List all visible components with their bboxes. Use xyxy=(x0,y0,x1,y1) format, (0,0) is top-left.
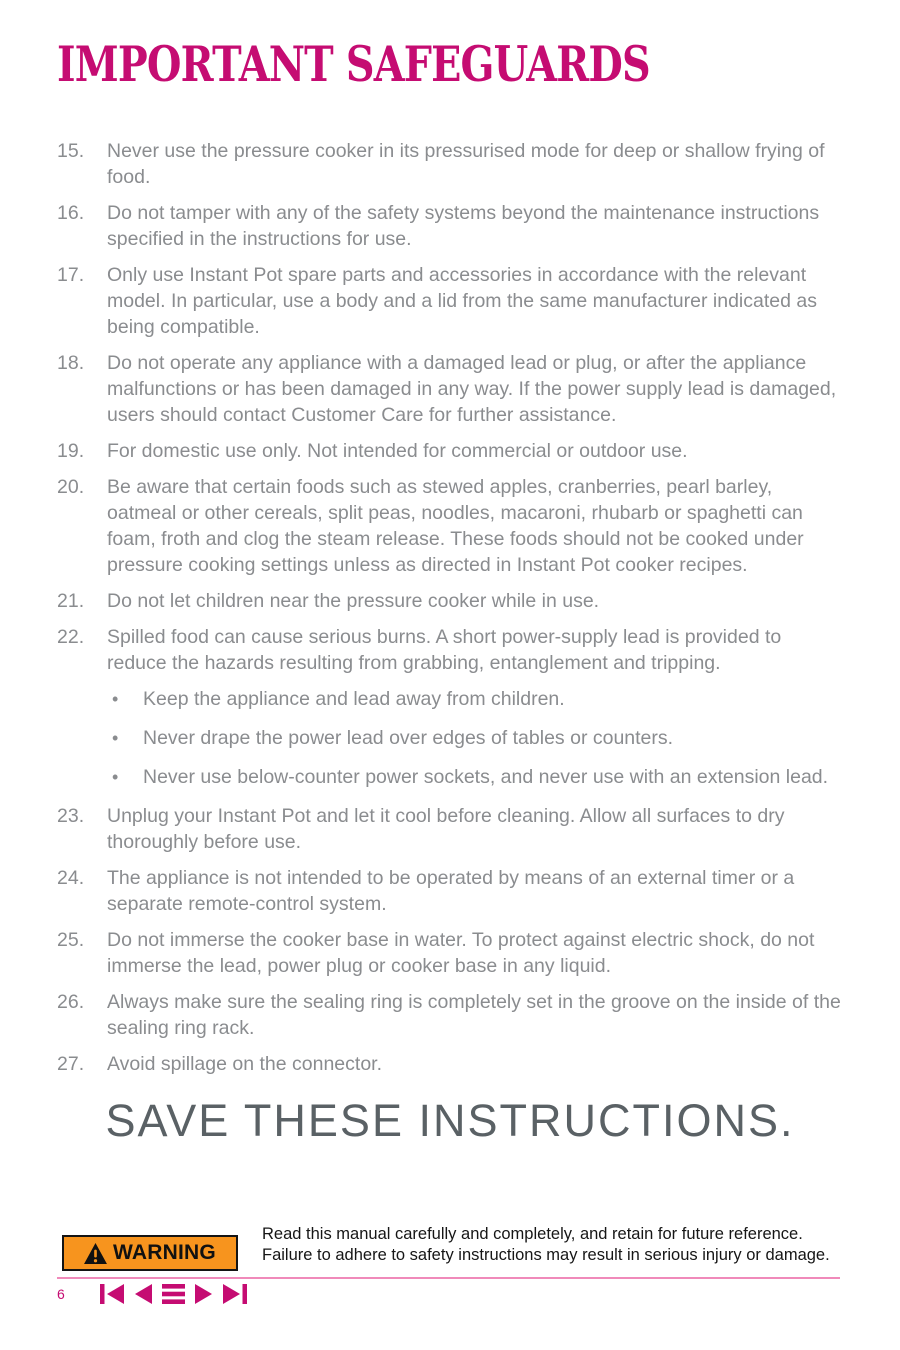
item-number: 27. xyxy=(57,1053,85,1075)
safeguard-item-23 xyxy=(57,803,843,855)
item-number: 26. xyxy=(57,991,85,1013)
bullet-text: Never drape the power lead over edges of tables or counters. xyxy=(143,727,674,749)
warning-badge xyxy=(62,1235,238,1271)
item-text: Be aware that certain foods such as stewed apples, cranberries, pearl barley, oatmeal or other cereals, split peas, noodles, macaroni, rhubarb or spaghetti can foam, froth and clog the steam release. These foods should not be cooked under pressure cooking settings unless as directed in Instant Pot cooker recipes. xyxy=(107,476,804,576)
item-number: 20. xyxy=(57,476,85,498)
safeguard-item-22 xyxy=(57,624,843,676)
warning-note xyxy=(262,1224,852,1266)
bullet-text: Never use below-counter power sockets, and never use with an extension lead. xyxy=(143,766,829,788)
safeguard-item-20 xyxy=(57,474,843,578)
first-page-icon[interactable] xyxy=(100,1284,124,1304)
item-text: The appliance is not intended to be operated by means of an external timer or a separate remote-control system. xyxy=(107,867,795,915)
safeguards-list xyxy=(57,138,843,1077)
page-content xyxy=(57,0,843,1147)
safeguard-item-21 xyxy=(57,588,843,614)
safeguard-item-25 xyxy=(57,927,843,979)
warning-note-line-2: Failure to adhere to safety instructions may result in serious injury or damage. xyxy=(262,1246,830,1264)
item-text: Only use Instant Pot spare parts and accessories in accordance with the relevant model. In particular, use a body and a lid from the same manufacturer indicated as being compatible. xyxy=(107,264,817,338)
warning-triangle-icon xyxy=(84,1243,107,1264)
safeguard-bullet-3 xyxy=(112,764,843,790)
item-text: Do not tamper with any of the safety systems beyond the maintenance instructions specified in the instructions for use. xyxy=(107,202,820,250)
safeguard-bullet-1 xyxy=(112,686,843,712)
item-number: 16. xyxy=(57,202,85,224)
pager-controls xyxy=(100,1284,247,1304)
page-title: IMPORTANT SAFEGUARDS xyxy=(57,35,650,93)
item-text: Unplug your Instant Pot and let it cool before cleaning. Allow all surfaces to dry thoroughly before use. xyxy=(107,805,785,853)
bullet-text: Keep the appliance and lead away from children. xyxy=(143,688,565,710)
footer-divider xyxy=(57,1277,840,1279)
item-text: For domestic use only. Not intended for commercial or outdoor use. xyxy=(107,440,688,462)
safeguard-item-17 xyxy=(57,262,843,340)
item-number: 22. xyxy=(57,626,85,648)
item-text: Never use the pressure cooker in its pressurised mode for deep or shallow frying of food. xyxy=(107,140,825,188)
item-text: Spilled food can cause serious burns. A short power-supply lead is provided to reduce the hazards resulting from grabbing, entanglement and tripping. xyxy=(107,626,782,674)
warning-label: WARNING xyxy=(113,1241,216,1264)
safeguard-item-24 xyxy=(57,865,843,917)
item-text: Avoid spillage on the connector. xyxy=(107,1053,382,1075)
item-number: 17. xyxy=(57,264,85,286)
safeguard-item-15 xyxy=(57,138,843,190)
safeguard-item-19 xyxy=(57,438,843,464)
safeguard-item-18 xyxy=(57,350,843,428)
footer-navigation xyxy=(57,1284,247,1304)
previous-page-icon[interactable] xyxy=(134,1284,152,1304)
item-number: 15. xyxy=(57,140,85,162)
item-text: Do not operate any appliance with a damaged lead or plug, or after the appliance malfunctions or has been damaged in any way. If the power supply lead is damaged, users should contact Customer Care for further assistance. xyxy=(107,352,837,426)
next-page-icon[interactable] xyxy=(195,1284,213,1304)
item-number: 19. xyxy=(57,440,85,462)
safeguard-item-26 xyxy=(57,989,843,1041)
item-text: Always make sure the sealing ring is completely set in the groove on the inside of the sealing ring rack. xyxy=(107,991,841,1039)
item-number: 23. xyxy=(57,805,85,827)
item-text: Do not let children near the pressure cooker while in use. xyxy=(107,590,600,612)
bullet-icon: • xyxy=(112,689,119,709)
menu-icon[interactable] xyxy=(162,1284,185,1304)
item-number: 25. xyxy=(57,929,85,951)
safeguard-item-27 xyxy=(57,1051,843,1077)
last-page-icon[interactable] xyxy=(223,1284,247,1304)
save-instructions-heading: SAVE THESE INSTRUCTIONS. xyxy=(105,1095,795,1146)
bullet-icon: • xyxy=(112,728,119,748)
page-number: 6 xyxy=(57,1286,65,1302)
item-number: 24. xyxy=(57,867,85,889)
safeguard-item-16 xyxy=(57,200,843,252)
item-number: 21. xyxy=(57,590,85,612)
safeguard-bullet-2 xyxy=(112,725,843,751)
warning-note-line-1: Read this manual carefully and completely, and retain for future reference. xyxy=(262,1225,803,1243)
item-number: 18. xyxy=(57,352,85,374)
bullet-icon: • xyxy=(112,767,119,787)
item-text: Do not immerse the cooker base in water. To protect against electric shock, do not immerse the lead, power plug or cooker base in any liquid. xyxy=(107,929,815,977)
